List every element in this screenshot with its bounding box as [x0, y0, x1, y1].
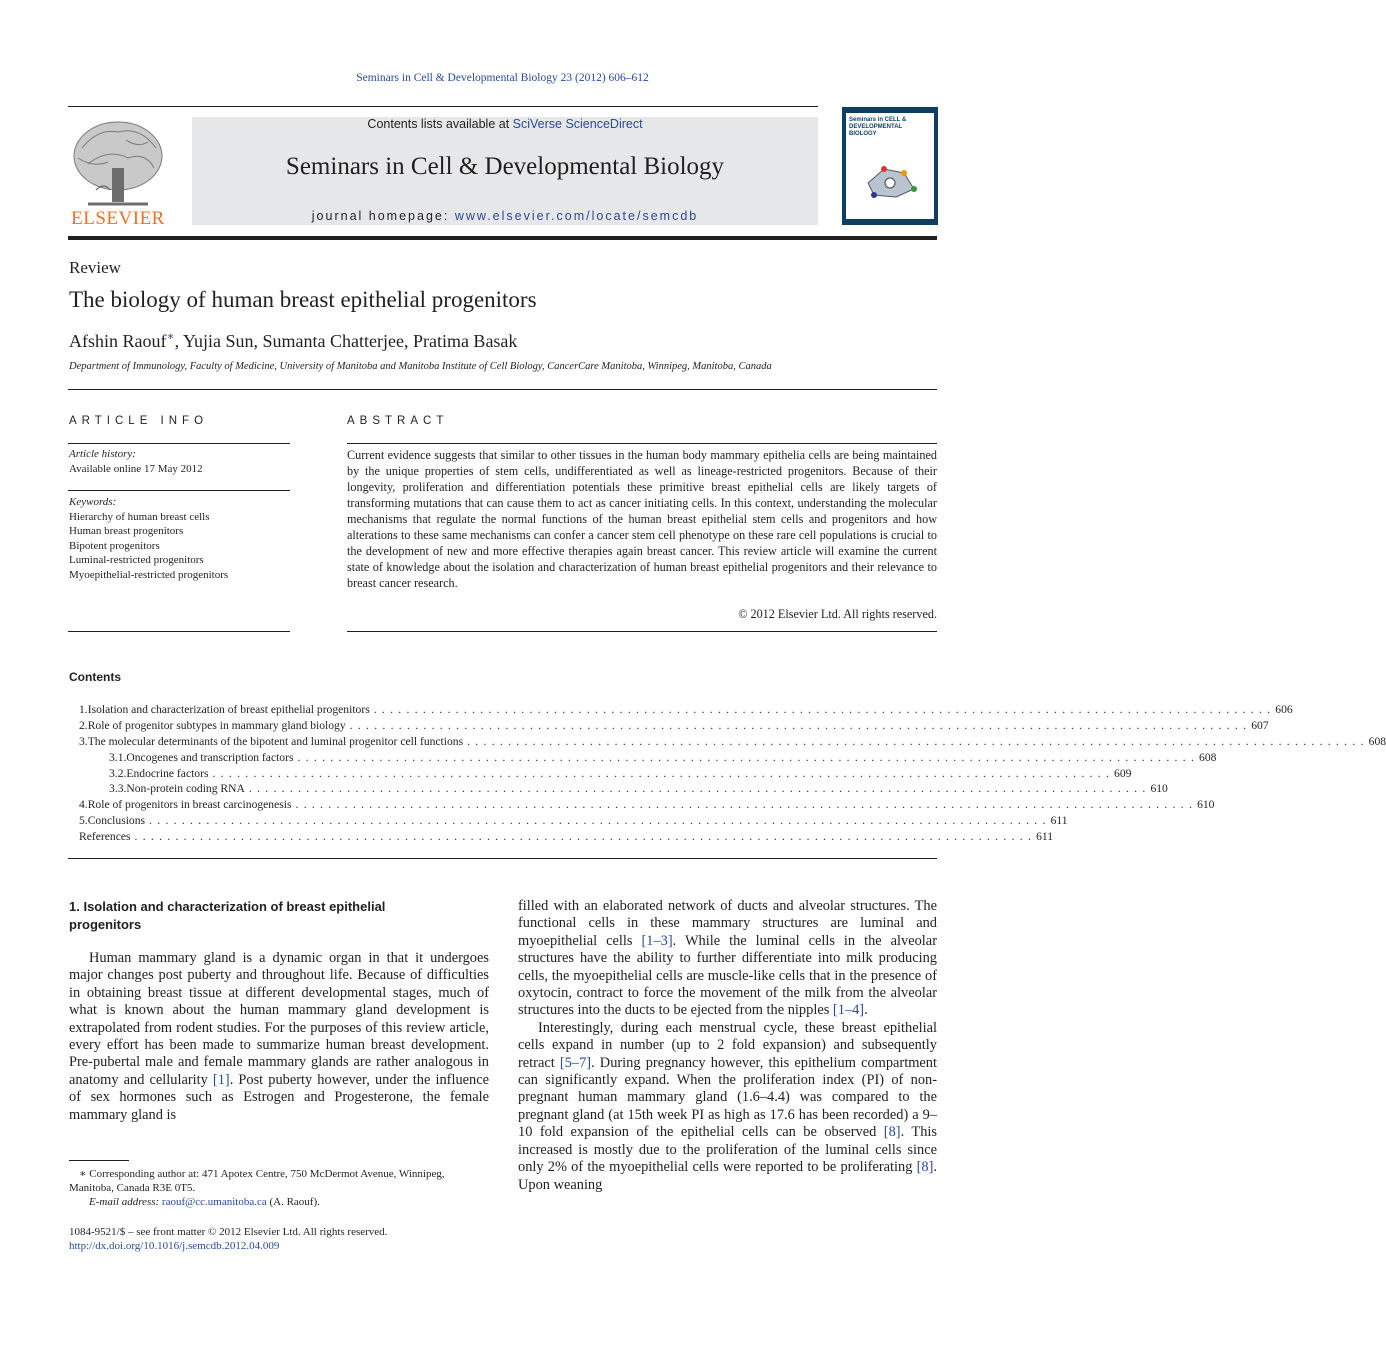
toc-label: The molecular determinants of the bipotent and luminal progenitor cell functions: [87, 734, 464, 748]
toc-number: 3.2.: [109, 766, 127, 780]
citation-link[interactable]: [8]: [916, 1159, 934, 1176]
toc-number: 5.: [79, 814, 88, 828]
toc-number: 4.: [79, 798, 88, 812]
toc-leader: . . . . . . . . . . . . . . . . . . . . . . . . . . . . . . . . . . . . . . . . . . . . . . . . . . . . . . . . . . . . . . . . . . . . . . . . . . . . . . . . . . . . . . . . . . . . . . . . . . . . . . . . . . . . . .: [248, 782, 1147, 796]
paragraph-text: Interestingly, during each menstrual cycle, these breast epithelial cells expand in number (up to 2 fold expansion) and subsequently retract: [518, 1019, 937, 1071]
history-value: Available online 17 May 2012: [69, 462, 203, 475]
table-of-contents: [69, 703, 1386, 846]
publication-info: [69, 1225, 569, 1253]
footnote-rule: [69, 1160, 129, 1161]
article-info-rule: [68, 443, 290, 444]
journal-citation[interactable]: Seminars in Cell & Developmental Biology 23 (2012) 606–612: [356, 72, 649, 84]
paragraph-text: . Post puberty however, under the influence of sex hormones such as Estrogen and Progesterone, the female mammary gland is: [69, 1071, 489, 1123]
doi-link[interactable]: http://dx.doi.org/10.1016/j.semcdb.2012.04.009: [69, 1240, 280, 1253]
footnotes: [69, 1167, 489, 1210]
toc-label: Non-protein coding RNA: [126, 782, 245, 796]
toc-page: 610: [1150, 782, 1168, 796]
journal-homepage: [192, 209, 818, 223]
corresponding-marker[interactable]: ∗: [166, 329, 175, 343]
left-column: [69, 950, 489, 1124]
section1-heading: [69, 898, 489, 934]
paragraph-text: . During pregnancy however, this epithelium compartment can significantly expand. When the proliferation index (PI) of non-pregnant human mammary gland (1.6–4.4) was compared to the pregnant gland (at 15th week PI as high as 17.6 has been recorded) a 9–10 fold expansion of the epithelial cells can be observed: [518, 1054, 938, 1141]
toc-item[interactable]: [69, 782, 1168, 798]
footnote-marker: ∗: [79, 1168, 87, 1180]
header-thick-rule: [68, 236, 937, 240]
toc-item[interactable]: [69, 830, 1054, 846]
contents-heading: Contents: [69, 670, 121, 684]
toc-label: Oncogenes and transcription factors: [126, 750, 294, 764]
abstract-heading: ABSTRACT: [347, 415, 449, 427]
citation-link[interactable]: [5–7]: [559, 1054, 592, 1071]
abstract-text: Current evidence suggests that similar to other tissues in the human body mammary epithelia cells are being maintained by the unique properties of stem cells, undifferentiated as well as lineage-restricted progenitors. Because of their longevity, proliferation and differentiation potentials these primitive breast epithelial cells are likely targets of transforming mutations that can cause them to act as cancer initiating cells. In this context, understanding the molecular mechanisms that regulate the normal functions of the human breast epithelial stem cells and progenitors and how alterations to these same mechanisms can confer a cancer stem cell phenotype on these rare cell populations is crucial to the development of new and more effective therapies again breast cancer. This review article will examine the current state of knowledge about the isolation and characterization of human breast epithelial progenitors and their relevance to breast cancer research.: [347, 448, 937, 591]
body-paragraph: [69, 950, 489, 1124]
citation-link[interactable]: [8]: [883, 1124, 901, 1141]
cover-illustration-icon: [860, 161, 920, 201]
paragraph-text: filled with an elaborated network of ducts and alveolar structures. The functional cells in these mammary structures are luminal and myoepithelial cells: [518, 898, 937, 949]
contents-prefix: Contents lists available at: [367, 117, 513, 131]
history-rule: [68, 490, 290, 491]
paragraph-text: . This increased is mostly due to the proliferation of the luminal cells since only 2% of the myoepithelial cells were reported to be proliferating: [518, 1124, 937, 1176]
cover-panel: [846, 113, 934, 219]
journal-banner: [192, 117, 818, 225]
keyword-item: Human breast progenitors: [69, 525, 184, 537]
sciencedirect-link[interactable]: SciVerse ScienceDirect: [512, 117, 643, 131]
keywords-block: [69, 495, 291, 582]
section1-heading-line: progenitors: [69, 917, 142, 932]
toc-leader: . . . . . . . . . . . . . . . . . . . . . . . . . . . . . . . . . . . . . . . . . . . . . . . . . . . . . . . . . . . . . . . . . . . . . . . . . . . . . . . . . . . . . . . . . . . . . . . . . . . . . . . . . . . . . .: [212, 766, 1111, 780]
toc-number: 2.: [79, 718, 88, 732]
journal-title: Seminars in Cell & Developmental Biology: [285, 153, 725, 180]
contents-bottom-rule: [68, 858, 937, 859]
citation-link[interactable]: [1–3]: [641, 932, 673, 949]
article-info-heading: ARTICLE INFO: [69, 415, 209, 427]
cover-title: Seminars in CELL & DEVELOPMENTAL BIOLOGY: [849, 117, 907, 137]
article-info-bottom-rule: [68, 631, 290, 632]
body-paragraph: [518, 1020, 937, 1194]
paragraph-text: . Upon weaning: [518, 1159, 937, 1193]
author-list: [69, 329, 517, 352]
toc-page: 611: [1036, 830, 1054, 844]
toc-leader: . . . . . . . . . . . . . . . . . . . . . . . . . . . . . . . . . . . . . . . . . . . . . . . . . . . . . . . . . . . . . . . . . . . . . . . . . . . . . . . . . . . . . . . . . . . . . . . . . . . . . . . . . . . . . .: [134, 830, 1033, 844]
toc-page: 609: [1114, 766, 1132, 780]
toc-item[interactable]: [69, 718, 1269, 735]
citation-link[interactable]: [1–4]: [832, 1002, 865, 1019]
header-top-rule: [68, 106, 818, 107]
toc-number: 3.1.: [109, 750, 127, 764]
email-label: E-mail address:: [89, 1196, 160, 1209]
body-paragraph: [518, 898, 937, 1020]
elsevier-wordmark: ELSEVIER: [71, 208, 165, 229]
keyword-item: Luminal-restricted progenitors: [69, 554, 204, 566]
email-link[interactable]: raouf@cc.umanitoba.ca: [161, 1196, 267, 1209]
homepage-link[interactable]: www.elsevier.com/locate/semcdb: [454, 209, 699, 223]
affiliation-rule: [68, 389, 937, 390]
paragraph-text: .: [864, 1002, 868, 1019]
email-note: [69, 1195, 489, 1209]
toc-item[interactable]: [69, 734, 1386, 751]
toc-page: 607: [1251, 718, 1269, 732]
toc-item[interactable]: [69, 814, 1068, 830]
copyright: © 2012 Elsevier Ltd. All rights reserved.: [738, 607, 937, 621]
toc-leader: . . . . . . . . . . . . . . . . . . . . . . . . . . . . . . . . . . . . . . . . . . . . . . . . . . . . . . . . . . . . . . . . . . . . . . . . . . . . . . . . . . . . . . . . . . . . . . . . . . . . . . . . . . . . . .: [467, 734, 1365, 748]
right-column: [518, 898, 937, 1194]
journal-cover-thumbnail[interactable]: [842, 107, 938, 225]
article-title: The biology of human breast epithelial progenitors: [69, 287, 537, 312]
toc-leader: . . . . . . . . . . . . . . . . . . . . . . . . . . . . . . . . . . . . . . . . . . . . . . . . . . . . . . . . . . . . . . . . . . . . . . . . . . . . . . . . . . . . . . . . . . . . . . . . . . . . . . . . . . . . . .: [297, 750, 1196, 764]
toc-leader: . . . . . . . . . . . . . . . . . . . . . . . . . . . . . . . . . . . . . . . . . . . . . . . . . . . . . . . . . . . . . . . . . . . . . . . . . . . . . . . . . . . . . . . . . . . . . . . . . . . . . . . . . . . . . .: [149, 814, 1047, 828]
toc-leader: . . . . . . . . . . . . . . . . . . . . . . . . . . . . . . . . . . . . . . . . . . . . . . . . . . . . . . . . . . . . . . . . . . . . . . . . . . . . . . . . . . . . . . . . . . . . . . . . . . . . . . . . . . . . . .: [373, 703, 1272, 716]
toc-page: 606: [1275, 703, 1293, 716]
toc-number: 3.3.: [109, 782, 127, 796]
toc-page: 611: [1050, 814, 1068, 828]
issn-line: 1084-9521/$ – see front matter © 2012 Elsevier Ltd. All rights reserved.: [69, 1226, 388, 1238]
affiliation: Department of Immunology, Faculty of Medicine, University of Manitoba and Manitoba Institute of Cell Biology, CancerCare Manitoba, Winnipeg, Manitoba, Canada: [69, 361, 772, 372]
keyword-item: Bipotent progenitors: [69, 539, 160, 552]
toc-label: Role of progenitor subtypes in mammary gland biology: [87, 718, 346, 732]
toc-item[interactable]: [69, 750, 1217, 767]
toc-leader: . . . . . . . . . . . . . . . . . . . . . . . . . . . . . . . . . . . . . . . . . . . . . . . . . . . . . . . . . . . . . . . . . . . . . . . . . . . . . . . . . . . . . . . . . . . . . . . . . . . . . . . . . . . . . .: [295, 798, 1194, 812]
abstract-bottom-rule: [347, 631, 937, 632]
citation-link[interactable]: [1]: [212, 1071, 230, 1088]
toc-item[interactable]: [69, 766, 1132, 783]
toc-label: References: [79, 830, 131, 844]
article-history: [69, 447, 291, 476]
email-owner: (A. Raouf).: [266, 1196, 320, 1209]
toc-label: Endocrine factors: [126, 766, 209, 780]
toc-label: Role of progenitors in breast carcinogenesis: [87, 798, 292, 812]
section1-heading-line: 1. Isolation and characterization of breast epithelial: [69, 899, 386, 914]
keywords-label: Keywords:: [69, 496, 117, 508]
keyword-item: Hierarchy of human breast cells: [69, 510, 210, 523]
keyword-item: Myoepithelial-restricted progenitors: [69, 568, 229, 581]
toc-item[interactable]: [69, 703, 1293, 719]
toc-page: 608: [1199, 750, 1217, 764]
footnote-text: Corresponding author at: 471 Apotex Centre, 750 McDermot Avenue, Winnipeg, Manitoba, Canada R3E 0T5.: [69, 1168, 445, 1195]
toc-number: 1.: [79, 703, 88, 716]
toc-page: 610: [1197, 798, 1215, 812]
paragraph-text: . While the luminal cells in the alveolar structures have the ability to further differentiate into milk producing cells, the myoepithelial cells are muscle-like cells that in the presence of oxytocin, contract to force the movement of the milk from the alveolar structures into the ducts to be ejected from the nipples: [518, 932, 937, 1019]
abstract-rule: [347, 443, 937, 444]
homepage-prefix: journal homepage:: [311, 209, 455, 223]
toc-item[interactable]: [69, 798, 1215, 814]
paragraph-text: Human mammary gland is a dynamic organ in that it undergoes major changes post puberty and throughout life. Because of difficulties in obtaining breast tissue at different developmental stages, much of what is known about the human mammary gland development is extrapolated from rodent studies. For the purposes of this review article, every effort has been made to summarize human breast development. Pre-pubertal male and female mammary glands are rather analogous in anatomy and cellularity: [69, 950, 489, 1088]
toc-leader: . . . . . . . . . . . . . . . . . . . . . . . . . . . . . . . . . . . . . . . . . . . . . . . . . . . . . . . . . . . . . . . . . . . . . . . . . . . . . . . . . . . . . . . . . . . . . . . . . . . . . . . . . . . . . .: [349, 718, 1248, 732]
toc-label: Conclusions: [87, 814, 146, 828]
toc-number: 3.: [79, 734, 88, 748]
contents-availability: [192, 117, 818, 131]
history-label: Article history:: [69, 448, 136, 460]
other-authors: , Yujia Sun, Sumanta Chatterjee, Pratima Basak: [174, 331, 518, 351]
corresponding-author-note: [69, 1167, 489, 1195]
toc-page: 608: [1368, 734, 1386, 748]
toc-label: Isolation and characterization of breast epithelial progenitors: [87, 703, 370, 716]
elsevier-logo[interactable]: [68, 118, 168, 228]
article-type: Review: [69, 258, 121, 277]
first-author: Afshin Raouf: [69, 331, 167, 351]
